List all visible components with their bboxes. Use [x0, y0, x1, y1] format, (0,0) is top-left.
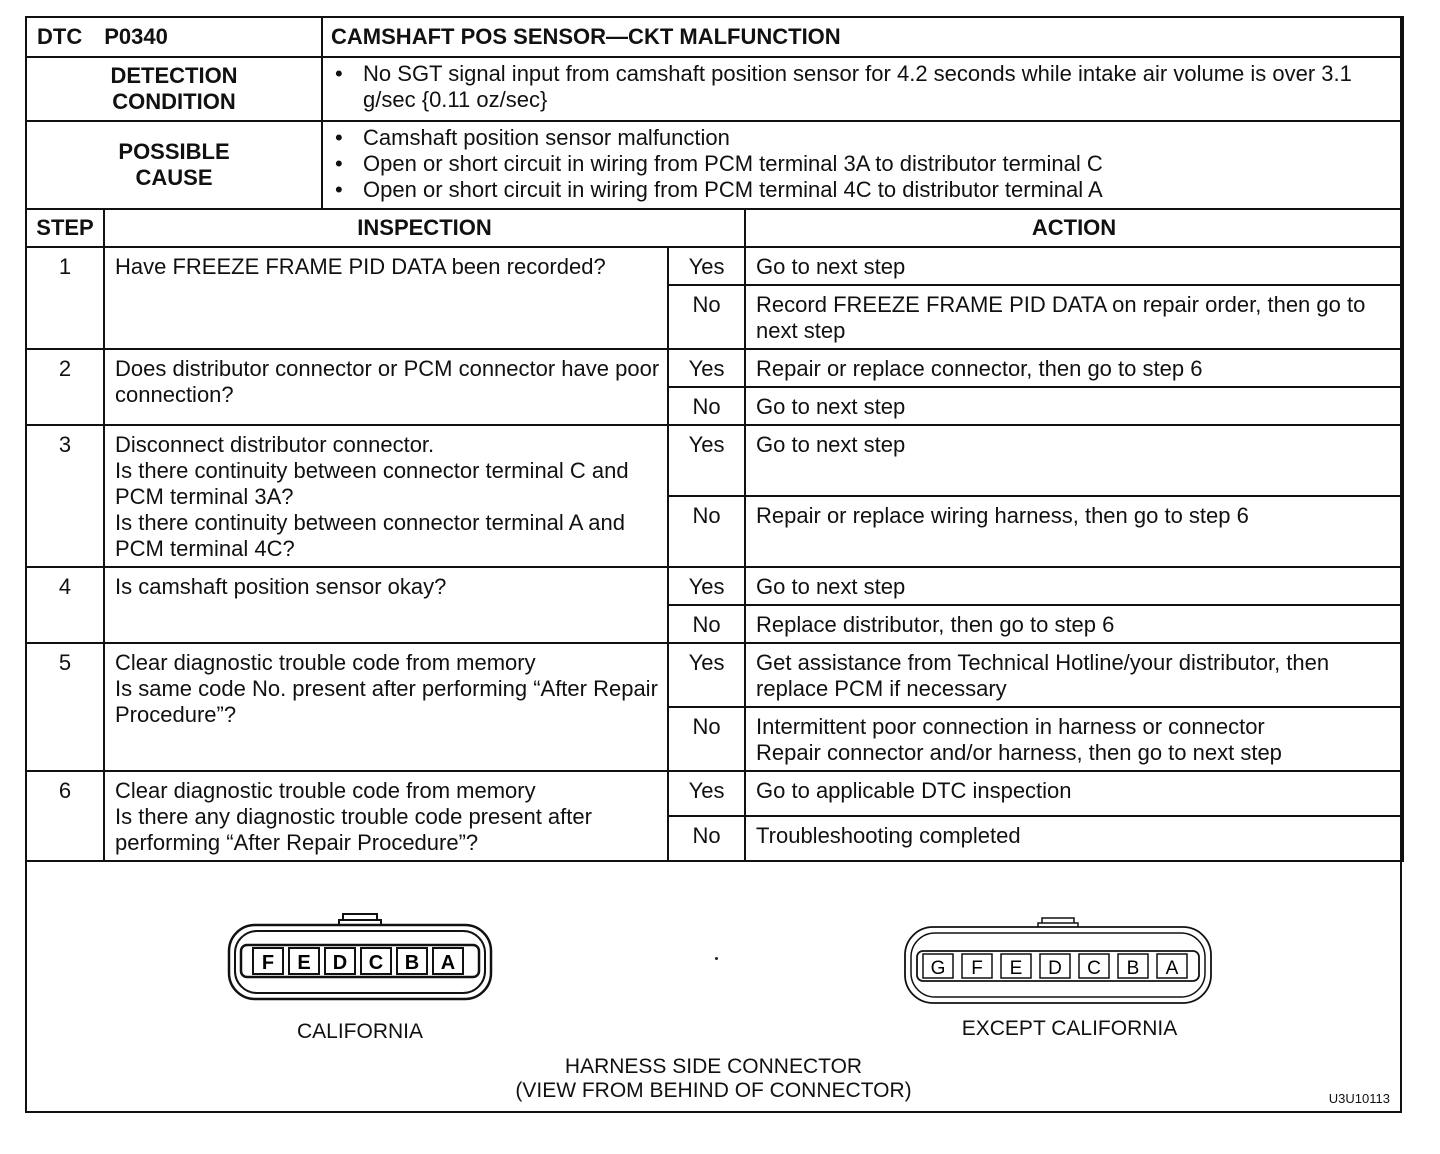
connector-diagram [27, 877, 1400, 1111]
title-row [26, 17, 1403, 57]
detection-condition [322, 57, 1403, 121]
step-number: 3 [26, 425, 104, 567]
yes-label: Yes [668, 349, 745, 387]
possible-causes [322, 121, 1403, 209]
yes-label: Yes [668, 567, 745, 605]
list-item: • Open or short circuit in wiring from PCM terminal 4C to distributor terminal A [335, 177, 1392, 203]
step-number: 1 [26, 247, 104, 349]
except-california-connector [903, 917, 1213, 1005]
pin-label: B [404, 952, 420, 974]
yes-action: Go to next step [745, 425, 1403, 496]
no-action: Intermittent poor connection in harness or connector Repair connector and/or harness, then go to next step [745, 707, 1403, 771]
list-item: • Open or short circuit in wiring from PCM terminal 3A to distributor terminal C [335, 151, 1392, 177]
pin-label: A [440, 952, 456, 974]
no-label: No [668, 496, 745, 567]
table-row [26, 247, 1403, 285]
yes-label: Yes [668, 425, 745, 496]
pin-label: D [1048, 958, 1062, 979]
no-action: Record FREEZE FRAME PID DATA on repair order, then go to next step [745, 285, 1403, 349]
column-header-inspection: INSPECTION [104, 209, 745, 247]
no-action: Troubleshooting completed [745, 816, 1403, 861]
column-header-row [26, 209, 1403, 247]
diagram-caption: HARNESS SIDE CONNECTOR (VIEW FROM BEHIND OF CONNECTOR) [515, 1055, 912, 1102]
dtc-label: DTC [37, 24, 83, 49]
stray-dot [715, 957, 718, 960]
dtc-code: P0340 [104, 24, 168, 49]
page-title: CAMSHAFT POS SENSOR—CKT MALFUNCTION [322, 17, 1403, 57]
no-action: Replace distributor, then go to step 6 [745, 605, 1403, 643]
yes-action: Repair or replace connector, then go to step 6 [745, 349, 1403, 387]
pin-label: E [1009, 958, 1023, 979]
step-inspection: Is camshaft position sensor okay? [104, 567, 668, 643]
cause-label: POSSIBLE CAUSE [26, 121, 322, 209]
california-label: CALIFORNIA [296, 1020, 424, 1043]
yes-action: Go to applicable DTC inspection [745, 771, 1403, 816]
list-item: • No SGT signal input from camshaft position sensor for 4.2 seconds while intake air volume is over 3.1 g/sec {0.11 oz/sec} [335, 61, 1392, 113]
dtc-table [25, 16, 1404, 862]
table-row [26, 771, 1403, 816]
step-number: 6 [26, 771, 104, 861]
yes-label: Yes [668, 643, 745, 707]
no-label: No [668, 285, 745, 349]
no-label: No [668, 387, 745, 425]
detection-label: DETECTION CONDITION [26, 57, 322, 121]
step-inspection: Does distributor connector or PCM connector have poor connection? [104, 349, 668, 425]
yes-action: Go to next step [745, 567, 1403, 605]
pin-label: A [1165, 958, 1179, 979]
step-number: 2 [26, 349, 104, 425]
no-action: Repair or replace wiring harness, then go to step 6 [745, 496, 1403, 567]
california-connector [227, 913, 493, 1003]
except-california-pins [923, 954, 1187, 979]
step-number: 5 [26, 643, 104, 771]
pin-label: G [930, 958, 946, 979]
table-row [26, 349, 1403, 387]
pin-label: D [332, 952, 348, 974]
table-row [26, 425, 1403, 496]
step-inspection: Clear diagnostic trouble code from memory Is same code No. present after performing “After Repair Procedure”? [104, 643, 668, 771]
list-item: • Camshaft position sensor malfunction [335, 125, 1392, 151]
no-action: Go to next step [745, 387, 1403, 425]
pin-label: C [1087, 958, 1101, 979]
cause-row [26, 121, 1403, 209]
pin-label: F [261, 952, 275, 974]
table-row [26, 567, 1403, 605]
column-header-action: ACTION [745, 209, 1403, 247]
yes-label: Yes [668, 771, 745, 816]
figure-id: U3U10113 [1328, 1091, 1390, 1106]
no-label: No [668, 605, 745, 643]
yes-action: Go to next step [745, 247, 1403, 285]
step-inspection: Clear diagnostic trouble code from memory Is there any diagnostic trouble code present after performing “After Repair Procedure”? [104, 771, 668, 861]
pin-label: E [297, 952, 311, 974]
step-number: 4 [26, 567, 104, 643]
no-label: No [668, 816, 745, 861]
pin-label: B [1126, 958, 1140, 979]
no-label: No [668, 707, 745, 771]
dtc-code-cell [26, 17, 322, 57]
step-inspection: Have FREEZE FRAME PID DATA been recorded? [104, 247, 668, 349]
yes-action: Get assistance from Technical Hotline/your distributor, then replace PCM if necessary [745, 643, 1403, 707]
table-row [26, 643, 1403, 707]
yes-label: Yes [668, 247, 745, 285]
pin-label: F [971, 958, 983, 979]
pin-label: C [368, 952, 384, 974]
detection-row [26, 57, 1403, 121]
column-header-step: STEP [26, 209, 104, 247]
step-inspection: Disconnect distributor connector. Is there continuity between connector terminal C and PCM terminal 3A? Is there continuity between connector terminal A and PCM terminal 4C? [104, 425, 668, 567]
except-california-label: EXCEPT CALIFORNIA [961, 1017, 1178, 1040]
